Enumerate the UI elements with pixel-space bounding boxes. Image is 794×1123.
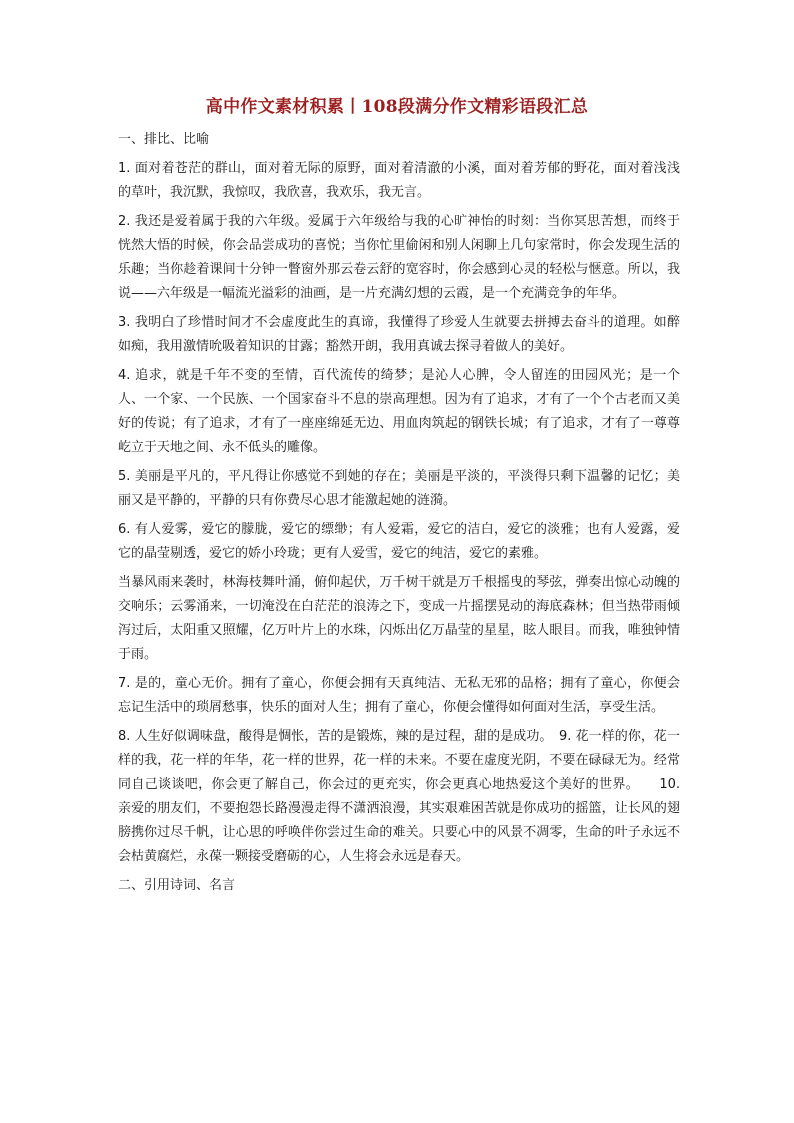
paragraph-4: 4. 追求，就是千年不变的至情，百代流传的绮梦；是沁人心脾，令人留连的田园风光；是一个人、一个家、一个民族、一个国家奋斗不息的崇高理想。因为有了追求，才有了一个个古老而又美好的传说；有了追求，才有了一座座绵延无边、用血肉筑起的钢铁长城；有了追求，才有了一尊尊屹立于天地之间、永不低头的雕像。 — [118, 368, 680, 455]
paragraph-7: 7. 是的，童心无价。拥有了童心，你便会拥有天真纯洁、无私无邪的品格；拥有了童心，你便会忘记生活中的琐屑愁事，快乐的面对人生；拥有了童心，你便会懂得如何面对生活，享受生活。 — [118, 676, 680, 715]
document-title: 高中作文素材积累丨108段满分作文精彩语段汇总 — [205, 97, 589, 117]
section-heading-quotes: 二、引用诗词、名言 — [118, 878, 236, 893]
paragraph-1: 1. 面对着苍茫的群山，面对着无际的原野，面对着清澈的小溪，面对着芳郁的野花，面对着浅浅的草叶，我沉默，我惊叹，我欣喜，我欢乐，我无言。 — [118, 161, 680, 200]
paragraph-2: 2. 我还是爱着属于我的六年级。爱属于六年级给与我的心旷神怡的时刻：当你冥思苦想，而终于恍然大悟的时候，你会品尝成功的喜悦；当你忙里偷闲和别人闲聊上几句家常时，你会发现生活的乐趣；当你趁着课间十分钟一瞥窗外那云卷云舒的宽容时，你会感到心灵的轻松与惬意。所以，我说——六年级是一幅流光溢彩的油画，是一片充满幻想的云霞，是一个充满竞争的年华。 — [118, 214, 680, 301]
section-heading-parallelism: 一、排比、比喻 — [118, 132, 210, 147]
paragraph-3: 3. 我明白了珍惜时间才不会虚度此生的真谛，我懂得了珍爱人生就要去拼搏去奋斗的道理。如醉如痴，我用激情吮吸着知识的甘露；豁然开朗，我用真诚去探寻着做人的美好。 — [118, 315, 680, 354]
paragraph-8-10: 8. 人生好似调味盘，酸得是惆怅，苦的是锻炼，辣的是过程，甜的是成功。 9. 花一样的你，花一样的我，花一样的年华，花一样的世界，花一样的未来。不要在虚度光阴，不要在碌碌无为。经常同自己谈谈吧，你会更了解自己，你会过的更充实，你会更真心地热爱这个美好的世界。 10. 亲爱的朋友们，不要抱怨长路漫漫走得不潇洒浪漫，其实艰难困苦就是你成功的摇篮，让长风的翅膀携你过尽千帆，让心思的呼唤伴你尝过生命的难关。只要心中的风景不凋零，生命的叶子永远不会枯黄腐烂，永葆一颗接受磨砺的心，人生将会永远是春天。 — [118, 729, 680, 864]
paragraph-storm: 当暴风雨来袭时，林海枝舞叶涌，俯仰起伏，万千树干就是万千根摇曳的琴弦，弹奏出惊心动魄的交响乐；云雾涌来，一切淹没在白茫茫的浪涛之下，变成一片摇摆晃动的海底森林；但当热带雨倾泻过后，太阳重又照耀，亿万叶片上的水珠，闪烁出亿万晶莹的星星，眩人眼目。而我，唯独钟情于雨。 — [118, 575, 680, 662]
paragraph-5: 5. 美丽是平凡的，平凡得让你感觉不到她的存在；美丽是平淡的，平淡得只剩下温馨的记忆；美丽又是平静的，平静的只有你费尽心思才能激起她的涟漪。 — [118, 469, 680, 508]
paragraph-6: 6. 有人爱雾，爱它的朦胧，爱它的缥缈；有人爱霜，爱它的洁白，爱它的淡雅；也有人爱露，爱它的晶莹剔透，爱它的娇小玲珑；更有人爱雪，爱它的纯洁，爱它的素雅。 — [118, 522, 680, 561]
document-body — [118, 128, 680, 903]
